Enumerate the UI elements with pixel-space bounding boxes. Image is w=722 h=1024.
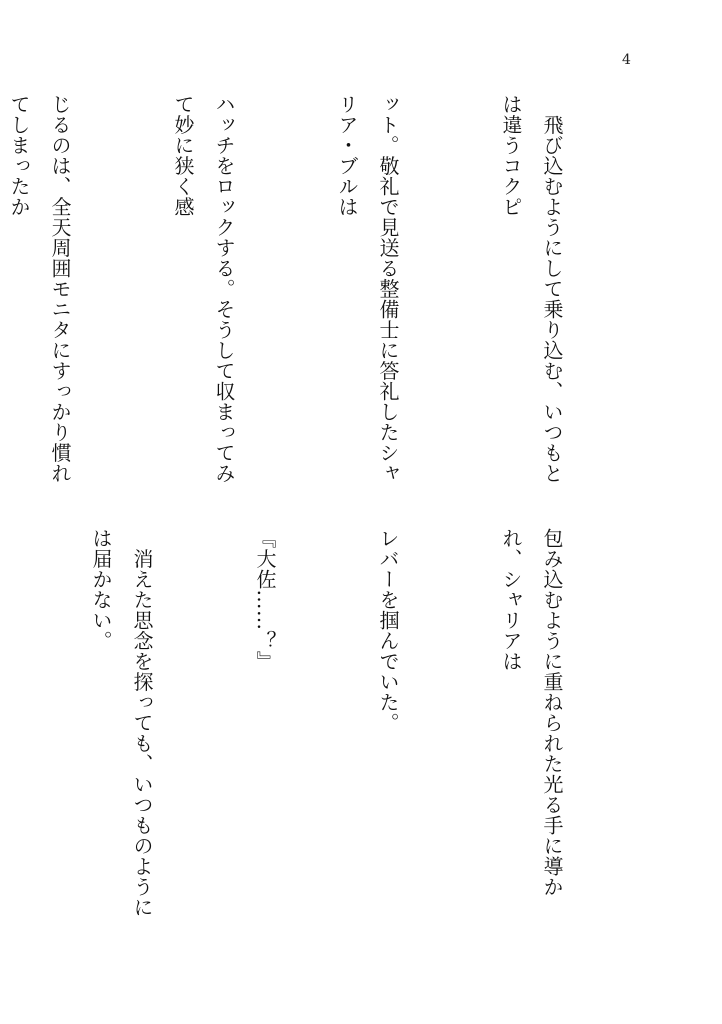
page-number: 4 bbox=[622, 52, 631, 68]
text-line: 『大佐……？』 bbox=[253, 528, 277, 672]
text-line: 飛び込むようにして乗り込む、いつもとは違うコクピ bbox=[499, 94, 564, 484]
text-line: ット。敬礼で見送る整備士に答礼したシャリア・ブルは bbox=[335, 94, 400, 484]
text-line: レバーを掴んでいた。 bbox=[376, 528, 400, 733]
text-line: 包み込むように重ねられた光る手に導かれ、シャリアは bbox=[499, 528, 564, 897]
text-line: 消えた思念を探っても、いつものようには届かない。 bbox=[89, 528, 154, 918]
text-block-top bbox=[7, 94, 654, 490]
text-line: じるのは、全天周囲モニタにすっかり慣れてしまったか bbox=[7, 94, 72, 484]
text-block-bottom bbox=[89, 528, 654, 932]
text-line: ハッチをロックする。そうして収まってみて妙に狭く感 bbox=[171, 94, 236, 484]
